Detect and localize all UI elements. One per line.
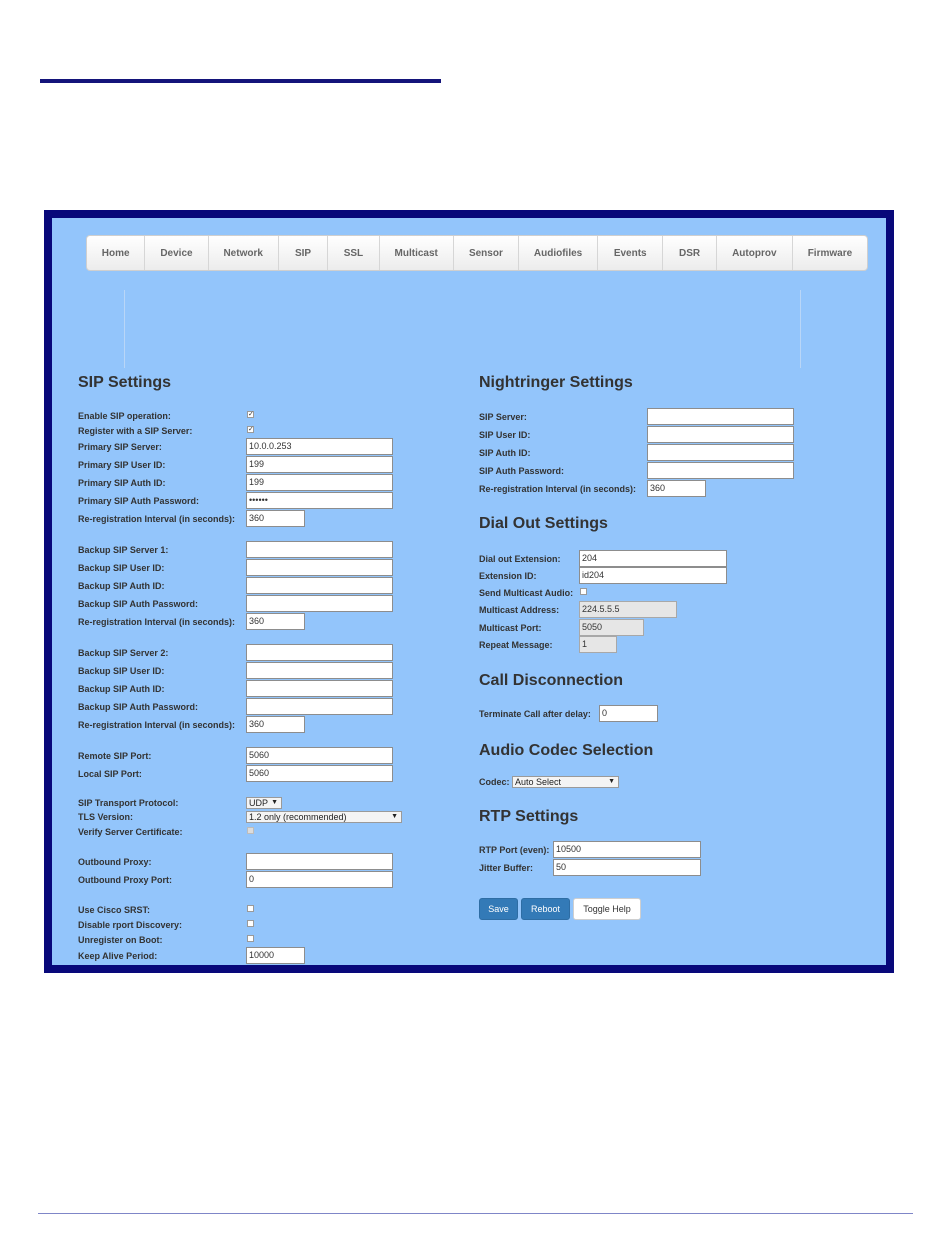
keepalive-input[interactable]: 10000 — [246, 947, 305, 964]
outbound-proxy-input[interactable] — [246, 853, 393, 870]
rereg3-input[interactable]: 360 — [246, 716, 305, 733]
save-button[interactable]: Save — [479, 898, 518, 920]
banner-divider-right — [800, 290, 801, 368]
screenshot-frame — [44, 210, 894, 973]
nav-home[interactable]: Home — [87, 236, 145, 270]
rereg3-label: Re-registration Interval (in seconds): — [78, 720, 236, 730]
nav-network[interactable]: Network — [209, 236, 279, 270]
codec-select[interactable] — [512, 776, 619, 788]
rport-checkbox[interactable] — [247, 920, 254, 927]
enable-sip-checkbox[interactable]: ✓ — [248, 411, 254, 418]
backup2-pass-label: Backup SIP Auth Password: — [78, 702, 199, 712]
backup2-pass-input[interactable] — [246, 698, 393, 715]
nr-user-input[interactable] — [647, 426, 794, 443]
register-sip-checkbox[interactable]: ✓ — [248, 426, 254, 433]
outbound-port-label: Outbound Proxy Port: — [78, 875, 172, 885]
nav-dsr[interactable]: DSR — [663, 236, 716, 270]
local-port-label: Local SIP Port: — [78, 769, 142, 779]
toggle-help-button[interactable]: Toggle Help — [573, 898, 641, 920]
backup1-server-input[interactable] — [246, 541, 393, 558]
nav-audiofiles[interactable]: Audiofiles — [519, 236, 598, 270]
disconnect-title: Call Disconnection — [479, 672, 624, 689]
verify-cert-checkbox[interactable] — [247, 827, 254, 834]
chevron-down-icon: ▼ — [391, 813, 398, 820]
unregister-checkbox[interactable] — [247, 935, 254, 942]
primary-server-input[interactable]: 10.0.0.253 — [246, 438, 393, 455]
rereg1-label: Re-registration Interval (in seconds): — [78, 514, 236, 524]
backup2-server-label: Backup SIP Server 2: — [78, 648, 169, 658]
rereg1-input[interactable]: 360 — [246, 510, 305, 527]
enable-sip-label: Enable SIP operation: — [78, 411, 171, 421]
primary-auth-label: Primary SIP Auth ID: — [78, 478, 166, 488]
multicast-audio-checkbox[interactable] — [580, 588, 587, 595]
terminate-label: Terminate Call after delay: — [479, 709, 591, 719]
transport-select[interactable] — [246, 797, 282, 809]
header-rule — [40, 79, 441, 83]
multicast-audio-label: Send Multicast Audio: — [479, 588, 574, 598]
unregister-label: Unregister on Boot: — [78, 935, 163, 945]
backup2-user-label: Backup SIP User ID: — [78, 666, 165, 676]
backup1-auth-label: Backup SIP Auth ID: — [78, 581, 165, 591]
nr-server-input[interactable] — [647, 408, 794, 425]
outbound-port-input[interactable]: 0 — [246, 871, 393, 888]
codec-label: Codec: — [479, 777, 510, 787]
banner-divider-left — [124, 290, 125, 368]
chevron-down-icon: ▼ — [608, 778, 615, 785]
nav-sip[interactable]: SIP — [279, 236, 328, 270]
primary-server-label: Primary SIP Server: — [78, 442, 162, 452]
tls-label: TLS Version: — [78, 812, 134, 822]
backup1-user-input[interactable] — [246, 559, 393, 576]
reboot-button[interactable]: Reboot — [521, 898, 570, 920]
dialout-ext-label: Dial out Extension: — [479, 554, 561, 564]
nr-server-label: SIP Server: — [479, 412, 527, 422]
rport-label: Disable rport Discovery: — [78, 920, 183, 930]
nr-user-label: SIP User ID: — [479, 430, 531, 440]
nr-pass-label: SIP Auth Password: — [479, 466, 565, 476]
tls-value: 1.2 only (recommended) — [249, 812, 347, 822]
backup1-auth-input[interactable] — [246, 577, 393, 594]
nav-autoprov[interactable]: Autoprov — [717, 236, 793, 270]
cisco-srst-label: Use Cisco SRST: — [78, 905, 151, 915]
nr-auth-input[interactable] — [647, 444, 794, 461]
backup2-server-input[interactable] — [246, 644, 393, 661]
main-navbar — [86, 235, 868, 271]
footer-rule — [38, 1213, 913, 1214]
backup2-user-input[interactable] — [246, 662, 393, 679]
nav-firmware[interactable]: Firmware — [807, 247, 853, 259]
transport-label: SIP Transport Protocol: — [78, 798, 179, 808]
verify-cert-label: Verify Server Certificate: — [78, 827, 183, 837]
remote-port-label: Remote SIP Port: — [78, 751, 152, 761]
remote-port-input[interactable]: 5060 — [246, 747, 393, 764]
primary-user-label: Primary SIP User ID: — [78, 460, 166, 470]
tls-select[interactable] — [246, 811, 402, 823]
rtp-port-label: RTP Port (even): — [479, 845, 550, 855]
rtp-port-input[interactable]: 10500 — [553, 841, 701, 858]
mc-addr-input[interactable]: 224.5.5.5 — [579, 601, 677, 618]
jitter-input[interactable]: 50 — [553, 859, 701, 876]
codec-title: Audio Codec Selection — [479, 742, 654, 759]
dialout-id-input[interactable]: id204 — [579, 567, 727, 584]
backup2-auth-input[interactable] — [246, 680, 393, 697]
dialout-ext-input[interactable]: 204 — [579, 550, 727, 567]
backup2-auth-label: Backup SIP Auth ID: — [78, 684, 165, 694]
codec-value: Auto Select — [515, 777, 562, 787]
jitter-label: Jitter Buffer: — [479, 863, 534, 873]
keepalive-label: Keep Alive Period: — [78, 951, 158, 961]
terminate-input[interactable]: 0 — [599, 705, 658, 722]
dialout-id-label: Extension ID: — [479, 571, 537, 581]
primary-pass-label: Primary SIP Auth Password: — [78, 496, 200, 506]
nav-device[interactable]: Device — [145, 236, 208, 270]
nightringer-title: Nightringer Settings — [479, 374, 633, 391]
mc-port-label: Multicast Port: — [479, 623, 542, 633]
nav-multicast[interactable]: Multicast — [380, 236, 454, 270]
repeat-input[interactable]: 1 — [579, 636, 617, 653]
primary-user-input[interactable]: 199 — [246, 456, 393, 473]
repeat-label: Repeat Message: — [479, 640, 553, 650]
nr-rereg-label: Re-registration Interval (in seconds): — [479, 484, 637, 494]
chevron-down-icon: ▼ — [271, 799, 278, 806]
register-sip-label: Register with a SIP Server: — [78, 426, 193, 436]
rereg2-label: Re-registration Interval (in seconds): — [78, 617, 236, 627]
backup1-pass-label: Backup SIP Auth Password: — [78, 599, 199, 609]
mc-addr-label: Multicast Address: — [479, 605, 560, 615]
nav-events[interactable]: Events — [598, 236, 663, 270]
nav-sensor[interactable]: Sensor — [454, 236, 519, 270]
backup1-pass-input[interactable] — [246, 595, 393, 612]
primary-auth-input[interactable]: 199 — [246, 474, 393, 491]
cisco-srst-checkbox[interactable] — [247, 905, 254, 912]
outbound-proxy-label: Outbound Proxy: — [78, 857, 152, 867]
nr-pass-input[interactable] — [647, 462, 794, 479]
nav-ssl[interactable]: SSL — [328, 236, 379, 270]
backup1-server-label: Backup SIP Server 1: — [78, 545, 169, 555]
transport-value: UDP — [249, 798, 269, 808]
nr-auth-label: SIP Auth ID: — [479, 448, 531, 458]
dialout-title: Dial Out Settings — [479, 515, 608, 532]
rereg2-input[interactable]: 360 — [246, 613, 305, 630]
mc-port-input[interactable]: 5050 — [579, 619, 644, 636]
backup1-user-label: Backup SIP User ID: — [78, 563, 165, 573]
local-port-input[interactable]: 5060 — [246, 765, 393, 782]
sip-settings-title: SIP Settings — [78, 374, 172, 391]
rtp-title: RTP Settings — [479, 808, 579, 825]
primary-pass-input[interactable]: •••••• — [246, 492, 393, 509]
nr-rereg-input[interactable]: 360 — [647, 480, 706, 497]
